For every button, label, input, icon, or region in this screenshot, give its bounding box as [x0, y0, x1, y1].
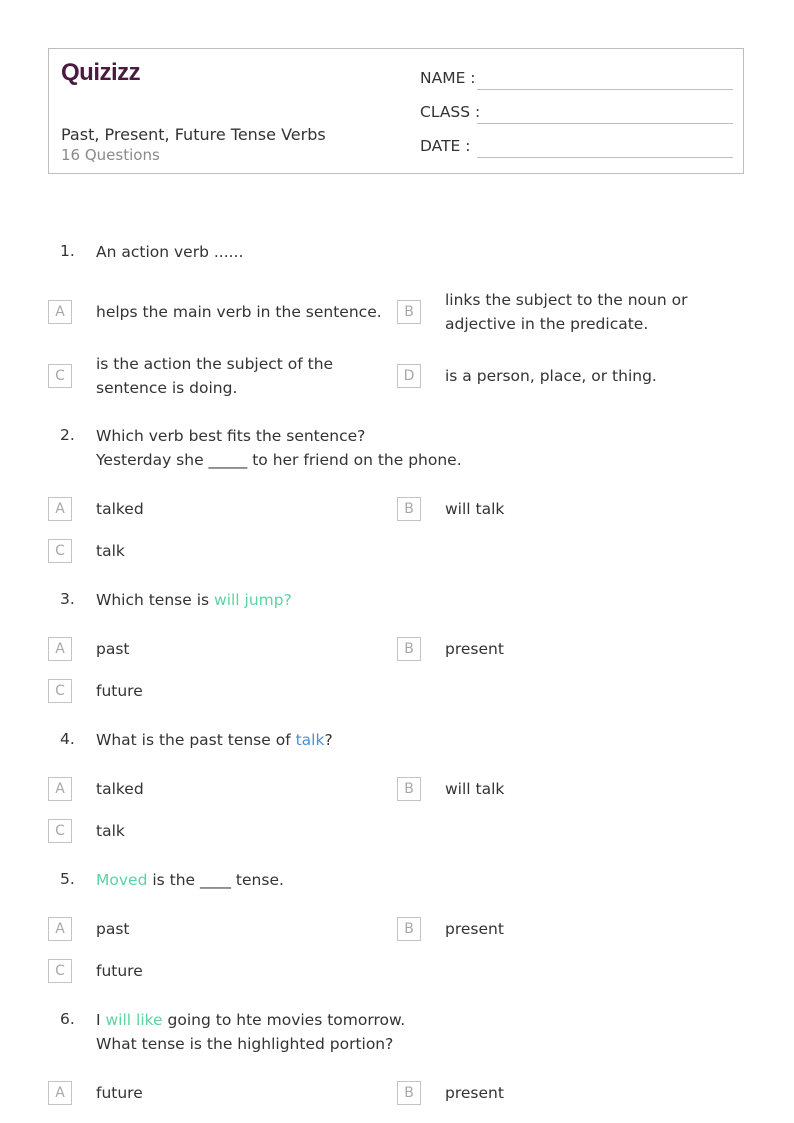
- option-text[interactable]: future: [96, 1084, 143, 1102]
- class-field[interactable]: [477, 123, 733, 124]
- question-number: 6.: [60, 1010, 75, 1028]
- question-number: 2.: [60, 426, 75, 444]
- option-text[interactable]: will talk: [445, 780, 505, 798]
- option-text[interactable]: is the action the subject of the sentence is doing.: [96, 355, 334, 397]
- question-text-pre: Which tense is: [96, 591, 215, 609]
- option-text[interactable]: talked: [96, 780, 144, 798]
- question-text: [96, 1008, 405, 1032]
- option-letter-box[interactable]: C: [48, 819, 72, 843]
- option-letter-box[interactable]: C: [48, 959, 72, 983]
- question-text: [96, 728, 333, 752]
- quizizz-logo: [61, 57, 153, 87]
- option-letter-box[interactable]: B: [397, 917, 421, 941]
- option-text[interactable]: helps the main verb in the sentence.: [96, 303, 382, 321]
- question-text-pre: I: [96, 1011, 106, 1029]
- highlighted-phrase: will jump?: [214, 591, 292, 609]
- option-letter-box[interactable]: A: [48, 917, 72, 941]
- option-letter-box[interactable]: B: [397, 637, 421, 661]
- option-text[interactable]: links the subject to the noun or adjective in the predicate.: [445, 291, 688, 333]
- date-field[interactable]: [477, 157, 733, 158]
- question-text-post: going to hte movies tomorrow.: [162, 1011, 406, 1029]
- name-field[interactable]: [477, 89, 733, 90]
- highlighted-phrase: talk: [295, 731, 325, 749]
- question-text-line-2: What tense is the highlighted portion?: [96, 1035, 394, 1053]
- question-text: [96, 868, 284, 892]
- question-count: 16 Questions: [61, 146, 160, 164]
- option-letter-box[interactable]: A: [48, 497, 72, 521]
- svg-text:Quizizz: Quizizz: [61, 59, 141, 86]
- question-text-post: ?: [324, 731, 333, 749]
- option-text[interactable]: talk: [96, 822, 125, 840]
- option-text[interactable]: present: [445, 1084, 504, 1102]
- option-text[interactable]: future: [96, 682, 143, 700]
- question-text: An action verb ......: [96, 243, 244, 261]
- question-text-line-2: Yesterday she _____ to her friend on the phone.: [96, 451, 462, 469]
- worksheet-title: Past, Present, Future Tense Verbs: [61, 125, 326, 144]
- option-letter-box[interactable]: B: [397, 300, 421, 324]
- highlighted-phrase: Moved: [96, 871, 148, 889]
- option-letter-box[interactable]: A: [48, 637, 72, 661]
- option-text[interactable]: past: [96, 920, 130, 938]
- option-text[interactable]: present: [445, 920, 504, 938]
- option-letter-box[interactable]: D: [397, 364, 421, 388]
- option-letter-box[interactable]: A: [48, 1081, 72, 1105]
- option-letter-box[interactable]: B: [397, 777, 421, 801]
- option-letter-box[interactable]: B: [397, 1081, 421, 1105]
- worksheet-header: [48, 48, 744, 174]
- option-letter-box[interactable]: C: [48, 679, 72, 703]
- option-text[interactable]: talk: [96, 542, 125, 560]
- option-letter-box[interactable]: B: [397, 497, 421, 521]
- option-text[interactable]: will talk: [445, 500, 505, 518]
- question-number: 5.: [60, 870, 75, 888]
- question-number: 1.: [60, 242, 75, 260]
- question-text-post: is the ____ tense.: [147, 871, 284, 889]
- option-letter-box[interactable]: A: [48, 300, 72, 324]
- question-text: [96, 588, 292, 612]
- question-number: 3.: [60, 590, 75, 608]
- question-text: Which verb best fits the sentence?: [96, 427, 366, 445]
- option-letter-box[interactable]: C: [48, 364, 72, 388]
- question-number: 4.: [60, 730, 75, 748]
- option-text[interactable]: past: [96, 640, 130, 658]
- option-text[interactable]: present: [445, 640, 504, 658]
- option-letter-box[interactable]: C: [48, 539, 72, 563]
- highlighted-phrase: will like: [105, 1011, 163, 1029]
- date-label: DATE :: [420, 137, 471, 155]
- option-text[interactable]: is a person, place, or thing.: [445, 367, 657, 385]
- option-text[interactable]: future: [96, 962, 143, 980]
- name-label: NAME :: [420, 69, 476, 87]
- class-label: CLASS :: [420, 103, 481, 121]
- question-text-pre: What is the past tense of: [96, 731, 296, 749]
- option-text[interactable]: talked: [96, 500, 144, 518]
- option-letter-box[interactable]: A: [48, 777, 72, 801]
